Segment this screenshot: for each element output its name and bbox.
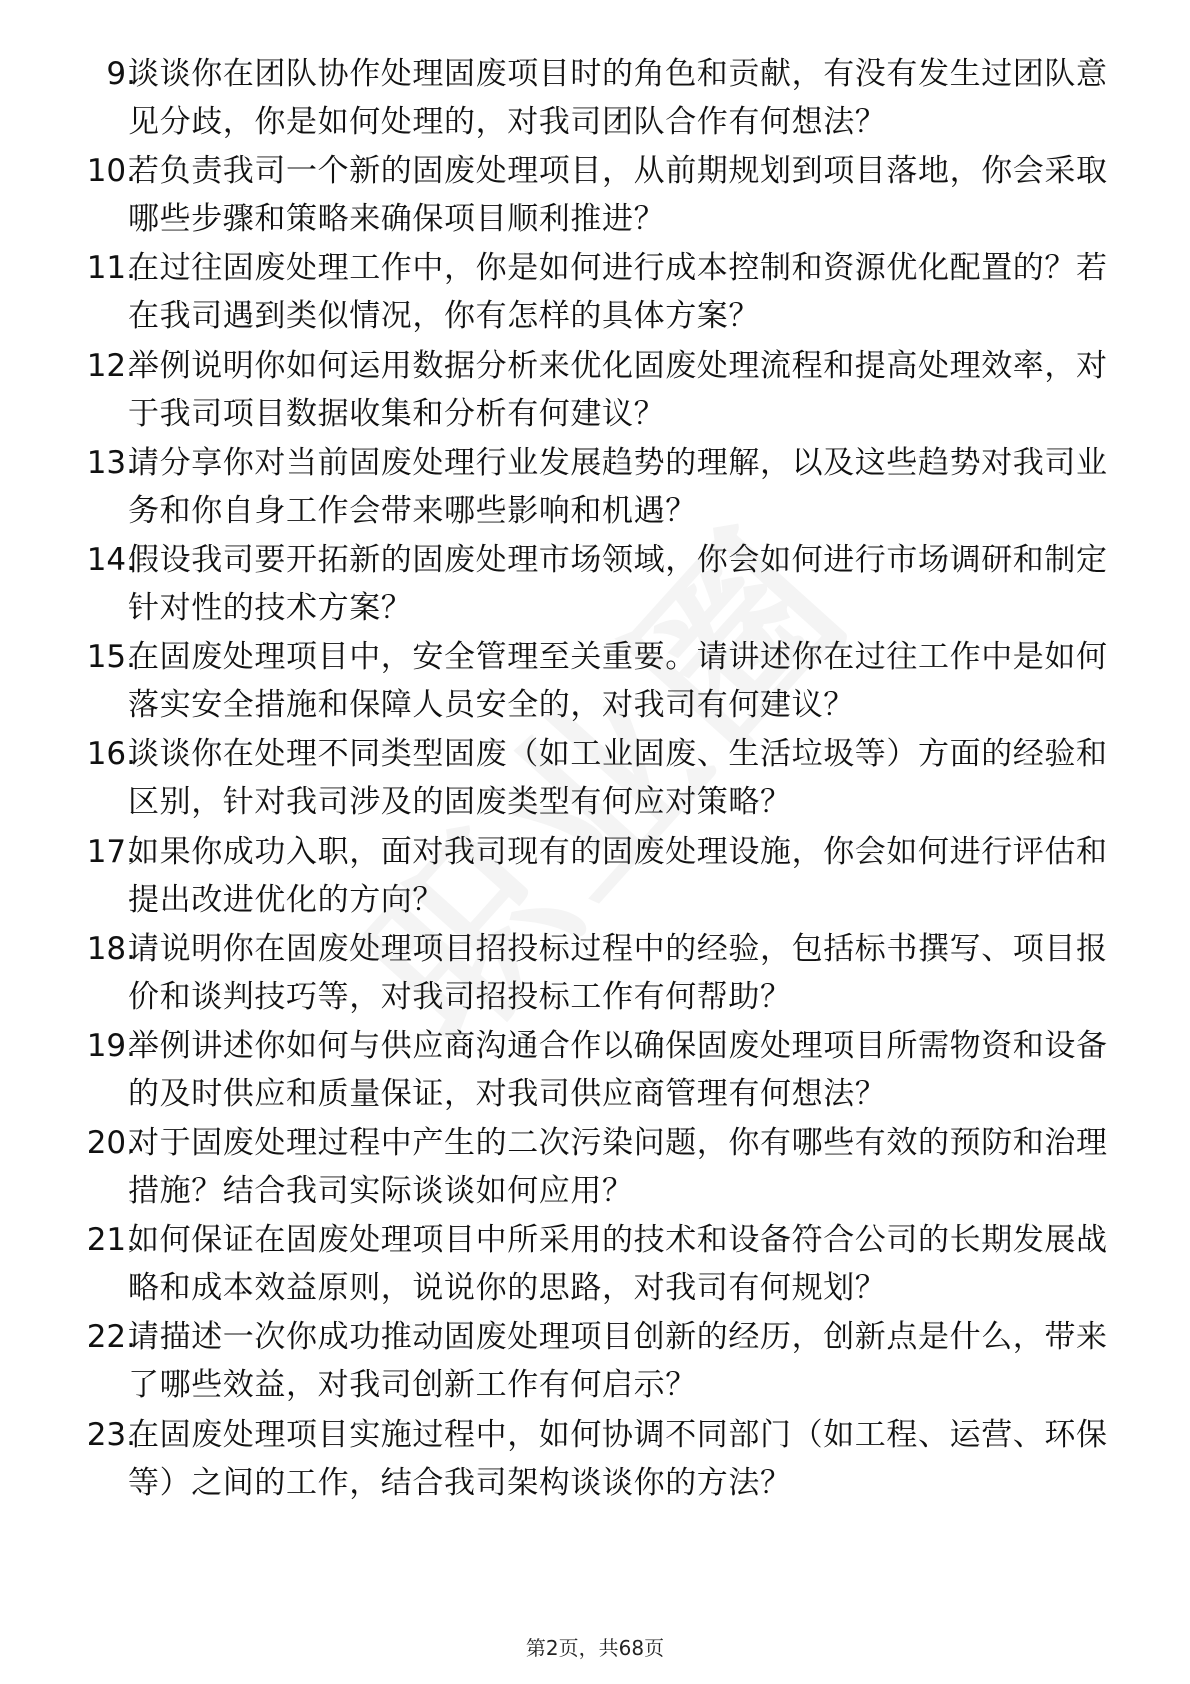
question-item [0,1411,1190,1508]
question-number: 16. [86,736,136,773]
question-number: 23. [86,1416,136,1453]
question-number: 10. [86,153,136,190]
question-text: 举例讲述你如何与供应商沟通合作以确保固废处理项目所需物资和设备的及时供应和质量保证，对我司供应商管理有何想法？ [128,1027,1108,1112]
question-number: 14. [86,541,136,578]
question-item [0,50,1190,147]
page-footer: 第2页，共68页 [525,1636,665,1660]
question-number: 22. [86,1319,136,1356]
question-text: 如何保证在固废处理项目中所采用的技术和设备符合公司的长期发展战略和成本效益原则，说说你的思路，对我司有何规划？ [128,1222,1108,1307]
question-number: 12. [86,347,136,384]
question-text: 请分享你对当前固废处理行业发展趋势的理解，以及这些趋势对我司业务和你自身工作会带来哪些影响和机遇？ [128,444,1108,529]
question-item [0,633,1190,730]
question-text: 请描述一次你成功推动固废处理项目创新的经历，创新点是什么，带来了哪些效益，对我司创新工作有何启示？ [128,1319,1108,1404]
question-item [0,828,1190,925]
question-item [0,147,1190,244]
question-number: 18. [86,930,136,967]
question-text: 谈谈你在团队协作处理固废项目时的角色和贡献，有没有发生过团队意见分歧，你是如何处理的，对我司团队合作有何想法？ [128,56,1108,140]
question-text: 请说明你在固废处理项目招投标过程中的经验，包括标书撰写、项目报价和谈判技巧等，对我司招投标工作有何帮助？ [128,930,1108,1015]
question-text: 假设我司要开拓新的固废处理市场领域，你会如何进行市场调研和制定针对性的技术方案？ [128,541,1108,626]
question-item [0,439,1190,536]
question-text: 对于固废处理过程中产生的二次污染问题，你有哪些有效的预防和治理措施？结合我司实际谈谈如何应用？ [128,1125,1108,1210]
question-item [0,730,1190,827]
question-item [0,1313,1190,1410]
question-item [0,1022,1190,1119]
question-item [0,342,1190,439]
question-number: 17. [86,833,136,870]
question-list [0,50,1190,1508]
question-number: 20. [86,1125,136,1162]
question-text: 若负责我司一个新的固废处理项目，从前期规划到项目落地，你会采取哪些步骤和策略来确保项目顺利推进？ [128,153,1108,238]
question-item [0,1216,1190,1313]
question-text: 谈谈你在处理不同类型固废（如工业固废、生活垃圾等）方面的经验和区别，针对我司涉及的固废类型有何应对策略？ [128,736,1108,821]
question-item [0,925,1190,1022]
question-number: 15. [86,639,136,676]
question-text: 举例说明你如何运用数据分析来优化固废处理流程和提高处理效率，对于我司项目数据收集和分析有何建议？ [128,347,1108,432]
question-text: 在固废处理项目中，安全管理至关重要。请讲述你在过往工作中是如何落实安全措施和保障人员安全的，对我司有何建议？ [128,639,1108,724]
question-number: 13. [86,444,136,481]
question-item [0,244,1190,341]
question-text: 在过往固废处理工作中，你是如何进行成本控制和资源优化配置的？若在我司遇到类似情况，你有怎样的具体方案？ [128,250,1108,335]
question-number: 19. [86,1027,136,1064]
question-text: 如果你成功入职，面对我司现有的固废处理设施，你会如何进行评估和提出改进优化的方向？ [128,833,1108,918]
question-item [0,1119,1190,1216]
question-text: 在固废处理项目实施过程中，如何协调不同部门（如工程、运营、环保等）之间的工作，结合我司架构谈谈你的方法？ [128,1416,1108,1501]
question-item [0,536,1190,633]
question-number: 21. [86,1222,136,1259]
question-number: 11. [86,250,136,287]
question-number: 9. [106,56,136,92]
